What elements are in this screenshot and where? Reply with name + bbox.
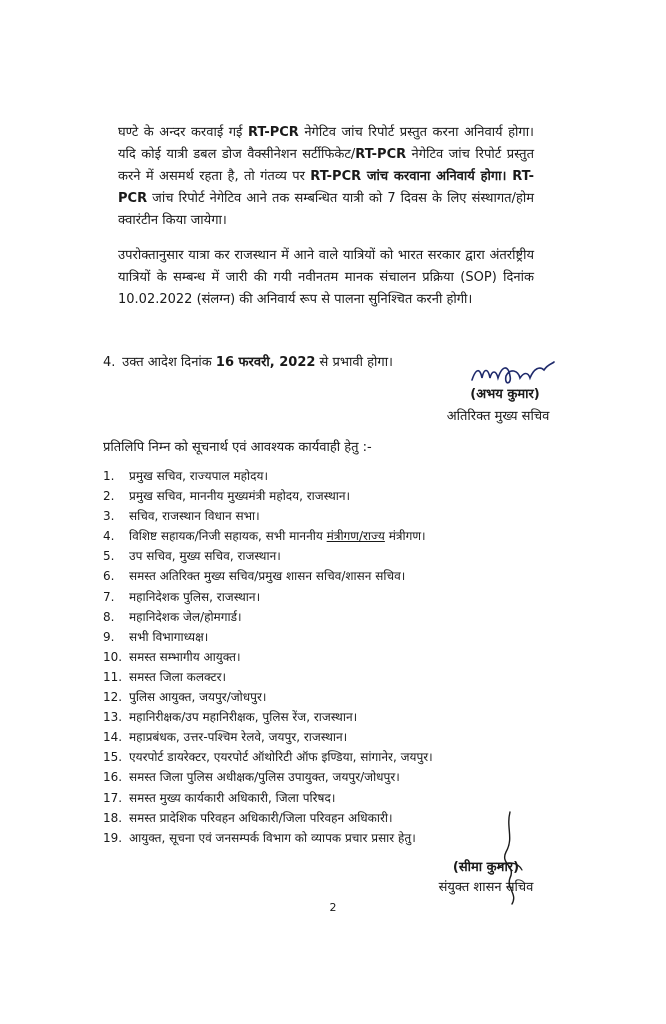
signatory-name: (अभय कुमार) [470, 387, 540, 402]
text-run: घण्टे के अन्दर करवाई गई [118, 125, 248, 140]
list-item-text: आयुक्त, सूचना एवं जनसम्पर्क विभाग को व्यापक प्रचार प्रसार हेतु। [129, 830, 416, 845]
list-number: 5. [103, 549, 115, 564]
bold-text-run: जांच करवाना अनिवार्य होगा। [361, 169, 513, 184]
list-item [103, 727, 563, 747]
list-item [103, 647, 563, 667]
list-item-text: पुलिस आयुक्त, जयपुर/जोधपुर। [129, 690, 267, 705]
list-item [103, 526, 563, 546]
list-item [103, 506, 563, 526]
bold-term: RT-PCR [247, 125, 299, 140]
list-number: 2. [103, 489, 115, 504]
list-number: 8. [103, 609, 115, 624]
order-number: 4. [103, 355, 116, 370]
list-item-text: महानिरीक्षक/उप महानिरीक्षक, पुलिस रेंज, राजस्थान। [129, 710, 358, 725]
text-run: नेगेटिव जांच रिपोर्ट प्रस्तुत करना अनिवार्य होगा। यदि कोई यात्री डबल डोज वैक्सीनेशन सर्टीफिकेट/ [118, 125, 534, 162]
list-number: 7. [103, 589, 115, 604]
text-run: नेगेटिव जांच रिपोर्ट प्रस्तुत करने में असमर्थ रहता है, तो गंतव्य पर [118, 147, 534, 184]
effective-date: 16 फरवरी, 2022 [215, 355, 316, 370]
list-item [103, 667, 563, 687]
list-item [103, 546, 563, 566]
list-item-text: समस्त जिला पुलिस अधीक्षक/पुलिस उपायुक्त, जयपुर/जोधपुर। [129, 770, 400, 785]
list-number: 6. [103, 569, 115, 584]
list-item [103, 587, 563, 607]
list-number: 19. [103, 830, 123, 845]
list-item-text: महाप्रबंधक, उत्तर-पश्चिम रेलवे, जयपुर, राजस्थान। [129, 730, 348, 745]
text-run: उक्त आदेश दिनांक [122, 355, 216, 370]
list-item-text: समस्त मुख्य कार्यकारी अधिकारी, जिला परिषद। [129, 790, 336, 805]
bold-term: RT-PCR [118, 169, 534, 206]
list-item [103, 767, 563, 787]
list-item [103, 627, 563, 647]
list-number: 15. [103, 750, 123, 765]
copy-recipient-list [103, 466, 563, 848]
list-item-text: प्रमुख सचिव, माननीय मुख्यमंत्री महोदय, राजस्थान। [129, 489, 351, 504]
page-number: 2 [329, 901, 337, 914]
signatory-designation: अतिरिक्त मुख्य सचिव [446, 409, 550, 424]
list-item-text: प्रमुख सचिव, राज्यपाल महोदय। [129, 469, 269, 483]
text-run: जांच रिपोर्ट नेगेटिव आने तक सम्बन्धित यात्री को 7 दिवस के लिए संस्थागत/होम क्वारंटीन किया जायेगा। [118, 191, 534, 228]
list-item-text: समस्त जिला कलक्टर। [129, 669, 227, 684]
list-number: 17. [103, 790, 123, 805]
list-item [103, 687, 563, 707]
list-number: 12. [103, 690, 123, 705]
list-item [103, 486, 563, 506]
list-item-text: सचिव, राजस्थान विधान सभा। [129, 509, 260, 524]
list-item [103, 607, 563, 627]
list-number: 14. [103, 730, 123, 745]
list-item-text: महानिदेशक जेल/होमगार्ड। [129, 609, 242, 624]
order-effective-date [103, 352, 393, 370]
underlined-text: मंत्रीगण/राज्य [326, 529, 385, 544]
paragraph-rtpcr-requirement [118, 122, 534, 232]
copy-heading: प्रतिलिपि निम्न को सूचनार्थ एवं आवश्यक कार्यवाही हेतु :- [103, 440, 372, 455]
list-item-text: सभी विभागाध्यक्ष। [129, 629, 209, 644]
list-item [103, 466, 563, 486]
list-number: 1. [103, 469, 115, 483]
list-item-text: महानिदेशक पुलिस, राजस्थान। [129, 589, 261, 604]
list-number: 3. [103, 509, 115, 524]
list-number: 18. [103, 810, 123, 825]
list-item [103, 788, 563, 808]
list-item-text: समस्त प्रादेशिक परिवहन अधिकारी/जिला परिवहन अधिकारी। [129, 810, 393, 825]
signatory-name: (सीमा कुमार) [452, 860, 520, 875]
list-item-text: मंत्रीगण। [384, 529, 426, 544]
list-number: 11. [103, 669, 123, 684]
paragraph-sop-compliance: उपरोक्तानुसार यात्रा कर राजस्थान में आने वाले यात्रियों को भारत सरकार द्वारा अंतर्राष्ट्रीय यात्रियों के सम्बन्ध में जारी की गयी नवीनतम मानक संचालन प्रक्रिया (SOP) दिनांक 10.02.2022 (संलग्न) की अनिवार्य रूप से पालना सुनिश्चित करनी होगी। [118, 248, 534, 307]
text-run: से प्रभावी होगा। [315, 355, 393, 370]
list-item-text: समस्त अतिरिक्त मुख्य सचिव/प्रमुख शासन सचिव/शासन सचिव। [129, 569, 406, 584]
list-number: 16. [103, 770, 123, 785]
list-number: 9. [103, 629, 115, 644]
bold-term: RT-PCR [310, 169, 362, 184]
list-number: 13. [103, 710, 123, 725]
list-item [103, 707, 563, 727]
list-item-text: विशिष्ट सहायक/निजी सहायक, सभी माननीय [129, 529, 327, 544]
list-number: 4. [103, 529, 115, 544]
list-item-text: उप सचिव, मुख्य सचिव, राजस्थान। [129, 549, 281, 564]
signatory-designation: संयुक्त शासन सचिव [438, 880, 534, 895]
list-item [103, 747, 563, 767]
list-number: 10. [103, 649, 123, 664]
list-item-text: एयरपोर्ट डायरेक्टर, एयरपोर्ट ऑथोरिटी ऑफ इण्डिया, सांगानेर, जयपुर। [129, 750, 433, 765]
bold-term: RT-PCR [355, 147, 407, 162]
list-item-text: समस्त सम्भागीय आयुक्त। [129, 649, 241, 664]
list-item [103, 566, 563, 586]
